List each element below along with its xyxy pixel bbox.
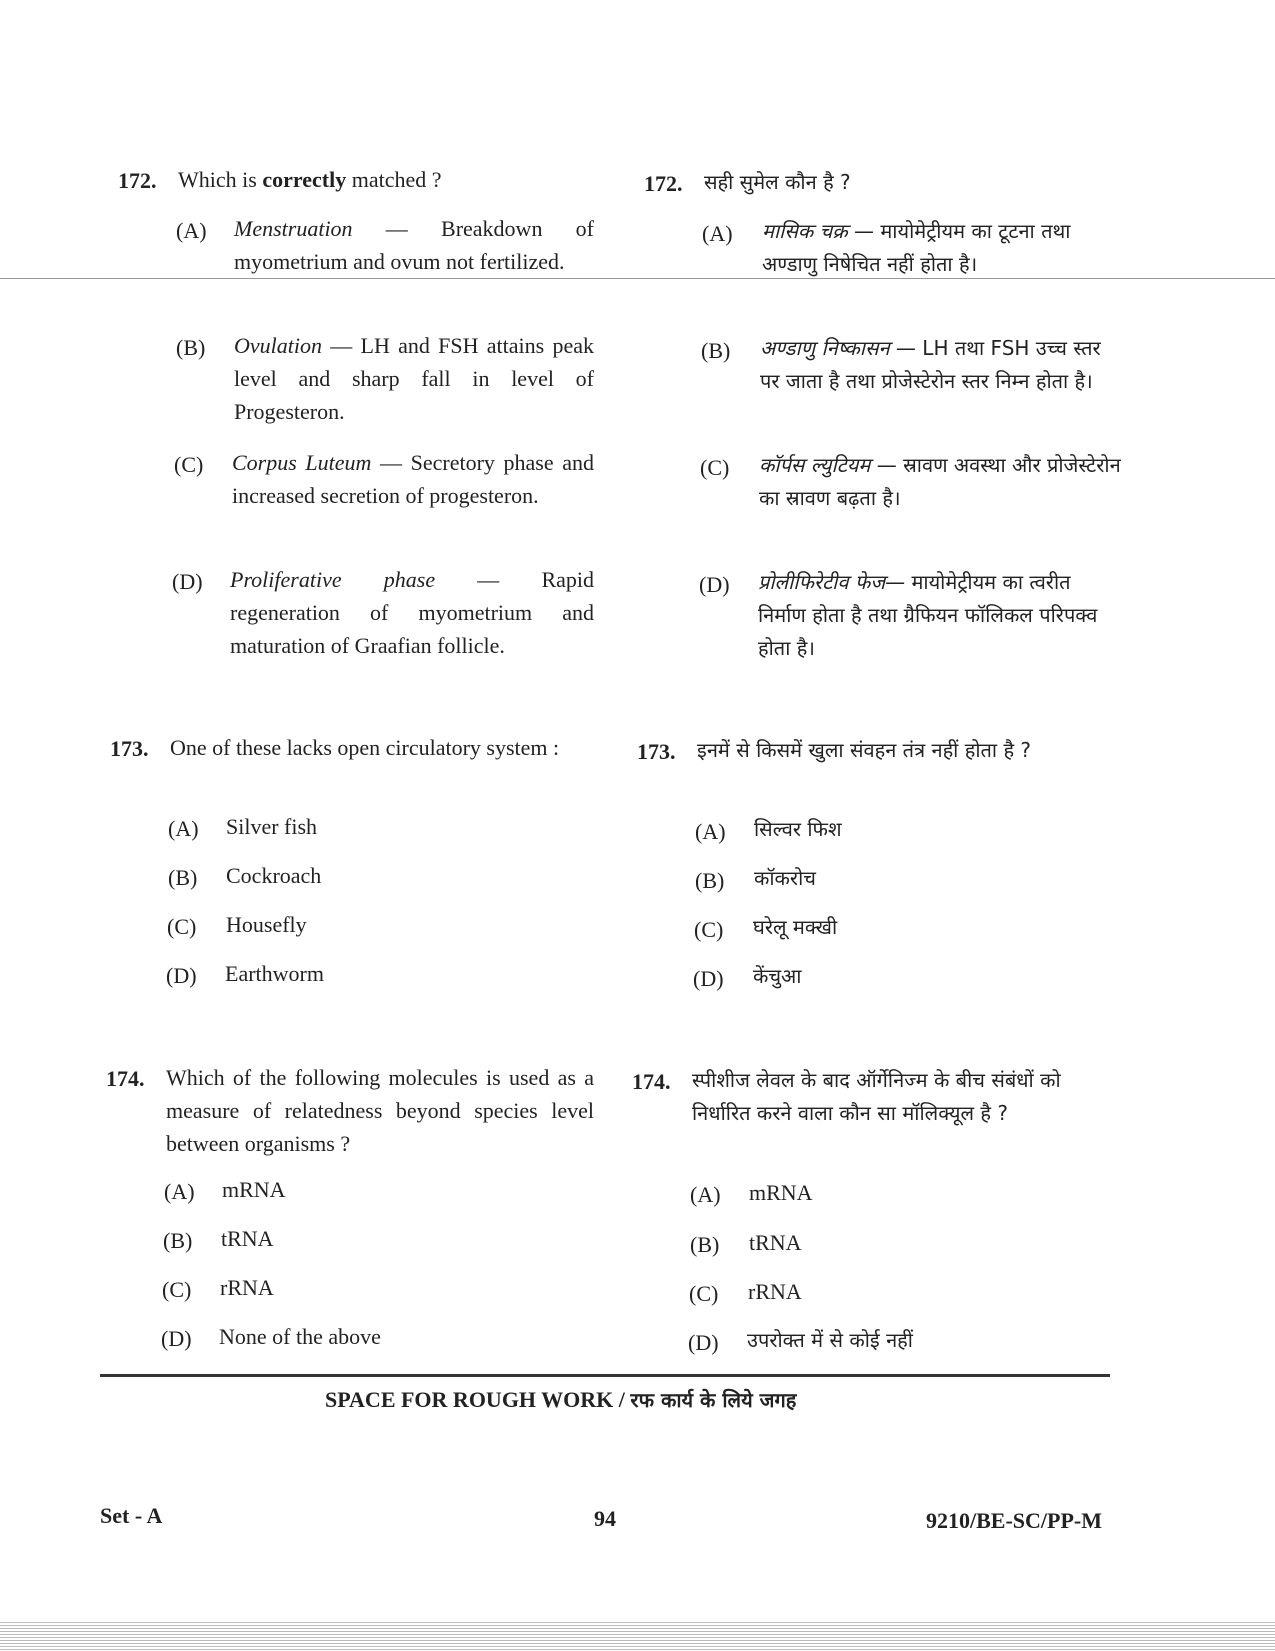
option-text: अण्डाणु निष्कासन — LH तथा FSH उच्च स्तर पर जाता है तथा प्रोजेस्टेरोन स्तर निम्न होता है। — [760, 336, 1101, 393]
option-text: Menstruation — Breakdown of myometrium and ovum not fertilized. — [234, 216, 595, 274]
option-text: प्रोलीफिरेटीव फेज— मायोमेट्रीयम का त्वरीत निर्माण होता है तथा ग्रैफियन फॉलिकल परिपक्व होता है। — [758, 570, 1098, 660]
option-label: (A) — [164, 1179, 195, 1204]
question-number: 173. — [637, 739, 676, 764]
option-text: None of the above — [219, 1324, 381, 1349]
option-text: rRNA — [220, 1275, 274, 1300]
option-text: Housefly — [226, 912, 307, 937]
option-text: Silver fish — [226, 814, 318, 839]
option-text: केंचुआ — [753, 964, 802, 988]
option-label: (B) — [695, 868, 725, 893]
question-number: 174. — [106, 1066, 145, 1091]
option-text: Earthworm — [225, 961, 324, 986]
question-text: One of these lacks open circulatory system : — [170, 735, 560, 760]
question-text: सही सुमेल कौन है ? — [704, 170, 851, 194]
option-text: उपरोक्त में से कोई नहीं — [747, 1328, 913, 1352]
option-label: (C) — [700, 455, 730, 480]
option-label: (D) — [166, 963, 197, 988]
question-text: Which of the following molecules is used as a measure of relatedness beyond species level between organisms ? — [166, 1065, 594, 1156]
option-text: मासिक चक्र — मायोमेट्रीयम का टूटना तथा अण्डाणु निषेचित नहीं होता है। — [762, 219, 1071, 276]
option-label: (C) — [167, 914, 197, 939]
option-label: (D) — [699, 572, 730, 597]
rough-work-heading: SPACE FOR ROUGH WORK / रफ कार्य के लिये जगह — [325, 1387, 797, 1412]
option-label: (B) — [163, 1228, 193, 1253]
option-text: Proliferative phase — Rapid regeneration of myometrium and maturation of Graafian follicle. — [230, 567, 594, 658]
option-text: tRNA — [749, 1230, 802, 1255]
question-number: 174. — [632, 1069, 671, 1094]
option-label: (B) — [176, 335, 206, 360]
scan-edge-lines — [0, 1620, 1275, 1651]
question-text: Which is correctly matched ? — [178, 167, 442, 192]
rough-work-rule — [100, 1374, 1110, 1377]
option-label: (A) — [702, 221, 733, 246]
option-label: (A) — [168, 816, 199, 841]
option-text: Corpus Luteum — Secretory phase and increased secretion of progesteron. — [232, 450, 594, 508]
option-label: (B) — [701, 338, 731, 363]
question-number: 173. — [110, 736, 149, 761]
option-text: घरेलू मक्खी — [753, 915, 838, 939]
question-number: 172. — [118, 168, 157, 193]
question-number: 172. — [644, 171, 683, 196]
option-label: (C) — [689, 1281, 719, 1306]
option-text: mRNA — [749, 1180, 813, 1205]
option-label: (D) — [688, 1330, 719, 1355]
option-label: (D) — [172, 569, 203, 594]
option-text: tRNA — [221, 1226, 274, 1251]
question-text: स्पीशीज लेवल के बाद ऑर्गेनिज्म के बीच संबंधों को निर्धारित करने वाला कौन सा मॉलिक्यूल है ? — [692, 1068, 1061, 1125]
option-label: (B) — [168, 865, 198, 890]
option-text: Cockroach — [226, 863, 322, 888]
option-text: कॉकरोच — [754, 866, 816, 890]
option-text: सिल्वर फिश — [754, 817, 842, 841]
option-label: (C) — [694, 917, 724, 942]
option-label: (D) — [693, 966, 724, 991]
footer-page-number: 94 — [594, 1506, 616, 1531]
option-label: (A) — [690, 1182, 721, 1207]
footer-set: Set - A — [100, 1503, 163, 1528]
option-label: (C) — [162, 1277, 192, 1302]
option-text: rRNA — [748, 1279, 802, 1304]
question-text: इनमें से किसमें खुला संवहन तंत्र नहीं होता है ? — [697, 738, 1032, 762]
option-label: (B) — [690, 1232, 720, 1257]
option-text: mRNA — [222, 1177, 286, 1202]
option-label: (A) — [695, 819, 726, 844]
footer-paper-code: 9210/BE-SC/PP-M — [926, 1508, 1102, 1533]
option-label: (D) — [161, 1326, 192, 1351]
option-label: (A) — [176, 218, 207, 243]
option-label: (C) — [174, 452, 204, 477]
option-text: Ovulation — LH and FSH attains peak level and sharp fall in level of Progesteron. — [234, 333, 594, 424]
option-text: कॉर्पस ल्युटियम — स्रावण अवस्था और प्रोजेस्टेरोन का स्रावण बढ़ता है। — [759, 453, 1121, 510]
